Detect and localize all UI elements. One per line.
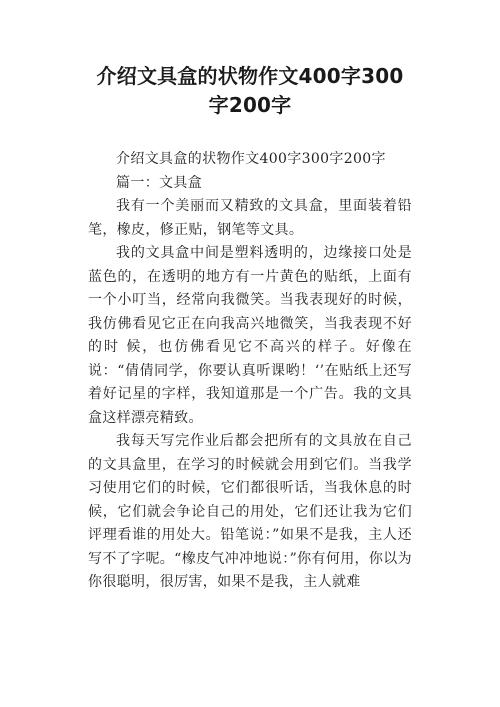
body-paragraph: 我每天写完作业后都会把所有的文具放在自己的文具盒里，在学习的时候就会用到它们。当我学习使用它们的时候，它们都很听话，当我休息的时候，它们就会争论自己的用处，它们还让我为它们评理看谁的用处大。铅笔说：”如果不是我，主人还写不了字呢。“橡皮气冲冲地说：”你有何用，你以为你很聪明，很厉害，如果不是我，主人就难 [88,433,412,590]
body-paragraph: 我的文具盒中间是塑料透明的，边缘接口处是蓝色的，在透明的地方有一片黄色的贴纸，上面有一个小叮当，经常向我微笑。当我表现好的时候，我仿佛看见它正在向我高兴地微笑，当我表现不好的时 候，也仿佛看见它不高兴的样子。好像在说：“倩倩同学，你要认真听课哟！‘’在贴纸上还写着好记星的字样，我知道那是一个广告。我的文具盒这样漂亮精致。 [88,245,412,426]
body-paragraph: 我有一个美丽而又精致的文具盒，里面装着铅笔，橡皮，修正贴，钢笔等文具。 [88,198,412,238]
body-paragraph-section-heading: 篇一：文具盒 [116,174,203,191]
document-title: 介绍文具盒的状物作文400字300字200字 [96,64,404,117]
body-paragraph-subtitle: 介绍文具盒的状物作文400字300字200字 [116,151,386,167]
document-body [88,148,412,595]
